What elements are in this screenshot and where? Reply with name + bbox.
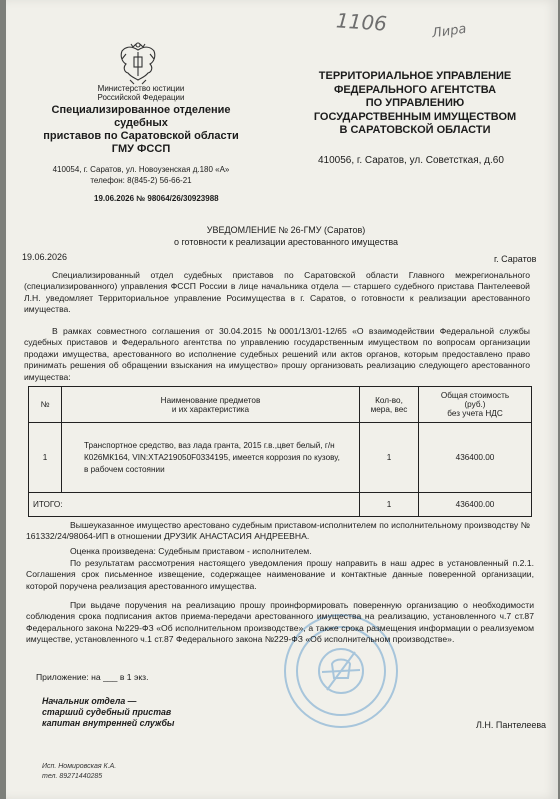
handwritten-scribble: Лира bbox=[431, 21, 468, 42]
recipient-line-5: В САРАТОВСКОЙ ОБЛАСТИ bbox=[339, 124, 491, 136]
property-table bbox=[28, 386, 532, 517]
document-page bbox=[6, 0, 558, 799]
recipient-line-4: ГОСУДАРСТВЕННЫМ ИМУЩЕСТВОМ bbox=[313, 110, 517, 123]
col-name-header bbox=[62, 387, 360, 423]
signature-title-line-2: старший судебный пристав bbox=[42, 707, 172, 717]
table-total-row bbox=[29, 493, 532, 517]
executor-info bbox=[42, 762, 116, 782]
col-cost-header bbox=[419, 387, 532, 423]
row-item-description: Транспортное средство, ваз лада гранта, 2015 г.в.,цвет белый, г/н К026МК164, VIN:ХТА219050F0334195, имеется коррозия по кузову, в рабочем состоянии bbox=[62, 423, 360, 493]
notice-title-line-1: УВЕДОМЛЕНИЕ № 26-ГМУ (Саратов) bbox=[206, 225, 366, 235]
col-qty-header-line-2: мера, вес bbox=[370, 404, 408, 414]
signature-title-line-3: капитан внутренней службы bbox=[42, 718, 175, 728]
executor-phone: тел. 89271440285 bbox=[42, 773, 103, 780]
col-number-header: № bbox=[29, 387, 62, 423]
ministry-line-2: Российской Федерации bbox=[97, 93, 185, 102]
paragraph-3: Вышеуказанное имущество арестовано судебным приставом-исполнителем по исполнительному производству № 161332/24/98064-ИП в отношении ДРУЗИК АНАСТАСИЯ АНДРЕЕВНА. bbox=[26, 520, 530, 542]
ministry-line-1: Министерство юстиции bbox=[97, 84, 185, 93]
signature-block bbox=[42, 696, 174, 729]
col-qty-header bbox=[360, 387, 419, 423]
col-name-header-line-2: и их характеристика bbox=[171, 404, 250, 414]
table-row bbox=[29, 423, 532, 493]
org-phone: телефон: 8(845-2) 56-66-21 bbox=[90, 176, 192, 185]
signatory-name: Л.Н. Пантелеева bbox=[476, 720, 547, 730]
notice-date: 19.06.2026 bbox=[22, 252, 68, 262]
row-number: 1 bbox=[29, 423, 62, 493]
recipient-line-2: ФЕДЕРАЛЬНОГО АГЕНТСТВА bbox=[333, 83, 497, 96]
total-label: ИТОГО: bbox=[29, 493, 360, 517]
col-cost-header-line-3: без учета НДС bbox=[447, 409, 503, 418]
attachment-note: Приложение: на ___ в 1 экз. bbox=[36, 672, 149, 682]
executor-name: Исп. Номировская К.А. bbox=[42, 763, 117, 770]
col-cost-header-line-2: (руб.) bbox=[464, 400, 486, 409]
col-name-header-line-1: Наименование предметов bbox=[160, 395, 261, 405]
row-cost: 436400.00 bbox=[419, 423, 532, 493]
table-header-row bbox=[29, 387, 532, 423]
notice-title bbox=[86, 224, 486, 248]
notice-city: г. Саратов bbox=[494, 254, 537, 264]
left-header bbox=[26, 84, 256, 186]
recipient-line-3: ПО УПРАВЛЕНИЮ bbox=[365, 97, 465, 109]
total-quantity: 1 bbox=[360, 493, 419, 517]
paragraph-6: При выдаче поручения на реализацию прошу проинформировать поверенную организацию о необходимости соблюдения срока подписания актов приема-передачи арестованного имущества на реализацию, установленного ч.7 ст.87 Федерального закона №229-ФЗ «Об исполнительном производстве», а также срока размещения информации о реализуемом имуществе, установленного ч.1 ст.87 Федерального закона №229-ФЗ «Об исполнительном производстве». bbox=[26, 600, 534, 645]
coat-of-arms-icon bbox=[116, 40, 160, 86]
org-line-2: приставов по Саратовской области bbox=[43, 130, 239, 142]
signature-title-line-1: Начальник отдела — bbox=[42, 696, 137, 706]
paragraph-1: Специализированный отдел судебных приставов по Саратовской области Главного межрегионального (специализированного) управления ФССП России в лице начальника отдела — старшего судебного пристава Пантелеевой Л.Н. уведомляет Территориальное управление Росимущества в г. Саратов, о готовности к реализации арестованного имущества. bbox=[24, 270, 530, 315]
org-address: 410054, г. Саратов, ул. Новоузенская д.180 «А» bbox=[52, 165, 230, 174]
col-cost-header-line-1: Общая стоимость bbox=[440, 391, 510, 400]
total-cost: 436400.00 bbox=[419, 493, 532, 517]
paragraph-5: По результатам рассмотрения настоящего уведомления прошу направить в наш адрес в установленный п.2.1. Соглашения срок письменное извещение, содержащее наименование и контактные данные поверенной организации, которой поручена реализация арестованного имущества. bbox=[26, 558, 534, 591]
col-qty-header-line-1: Кол-во, bbox=[375, 395, 403, 405]
outgoing-ref: 19.06.2026 № 98064/26/30923988 bbox=[94, 194, 219, 203]
row-quantity: 1 bbox=[360, 423, 419, 493]
recipient-address: 410056, г. Саратов, ул. Советсткая, д.60 bbox=[318, 155, 504, 166]
org-line-3: ГМУ ФССП bbox=[111, 143, 171, 155]
org-line-1: Специализированное отделение судебных bbox=[51, 104, 231, 129]
paragraph-4: Оценка произведена: Судебным приставом - исполнителем. bbox=[70, 546, 312, 556]
right-header bbox=[290, 70, 540, 138]
handwritten-number: 1106 bbox=[335, 8, 388, 36]
recipient-line-1: ТЕРРИТОРИАЛЬНОЕ УПРАВЛЕНИЕ bbox=[318, 70, 512, 82]
notice-title-line-2: о готовности к реализации арестованного имущества bbox=[173, 237, 399, 247]
paragraph-2: В рамках совместного соглашения от 30.04.2015 №0001/13/01-12/65 «О взаимодействии Федеральной службы судебных приставов и Федерального агентства по управлению государственным имуществом по вопросам организации продажи имущества, арестованного во исполнение судебных решений или актов органов, которым предоставлено право принимать решения об обращении взыскания на имущество» прошу организовать реализацию следующего арестованного имущества: bbox=[24, 326, 530, 382]
